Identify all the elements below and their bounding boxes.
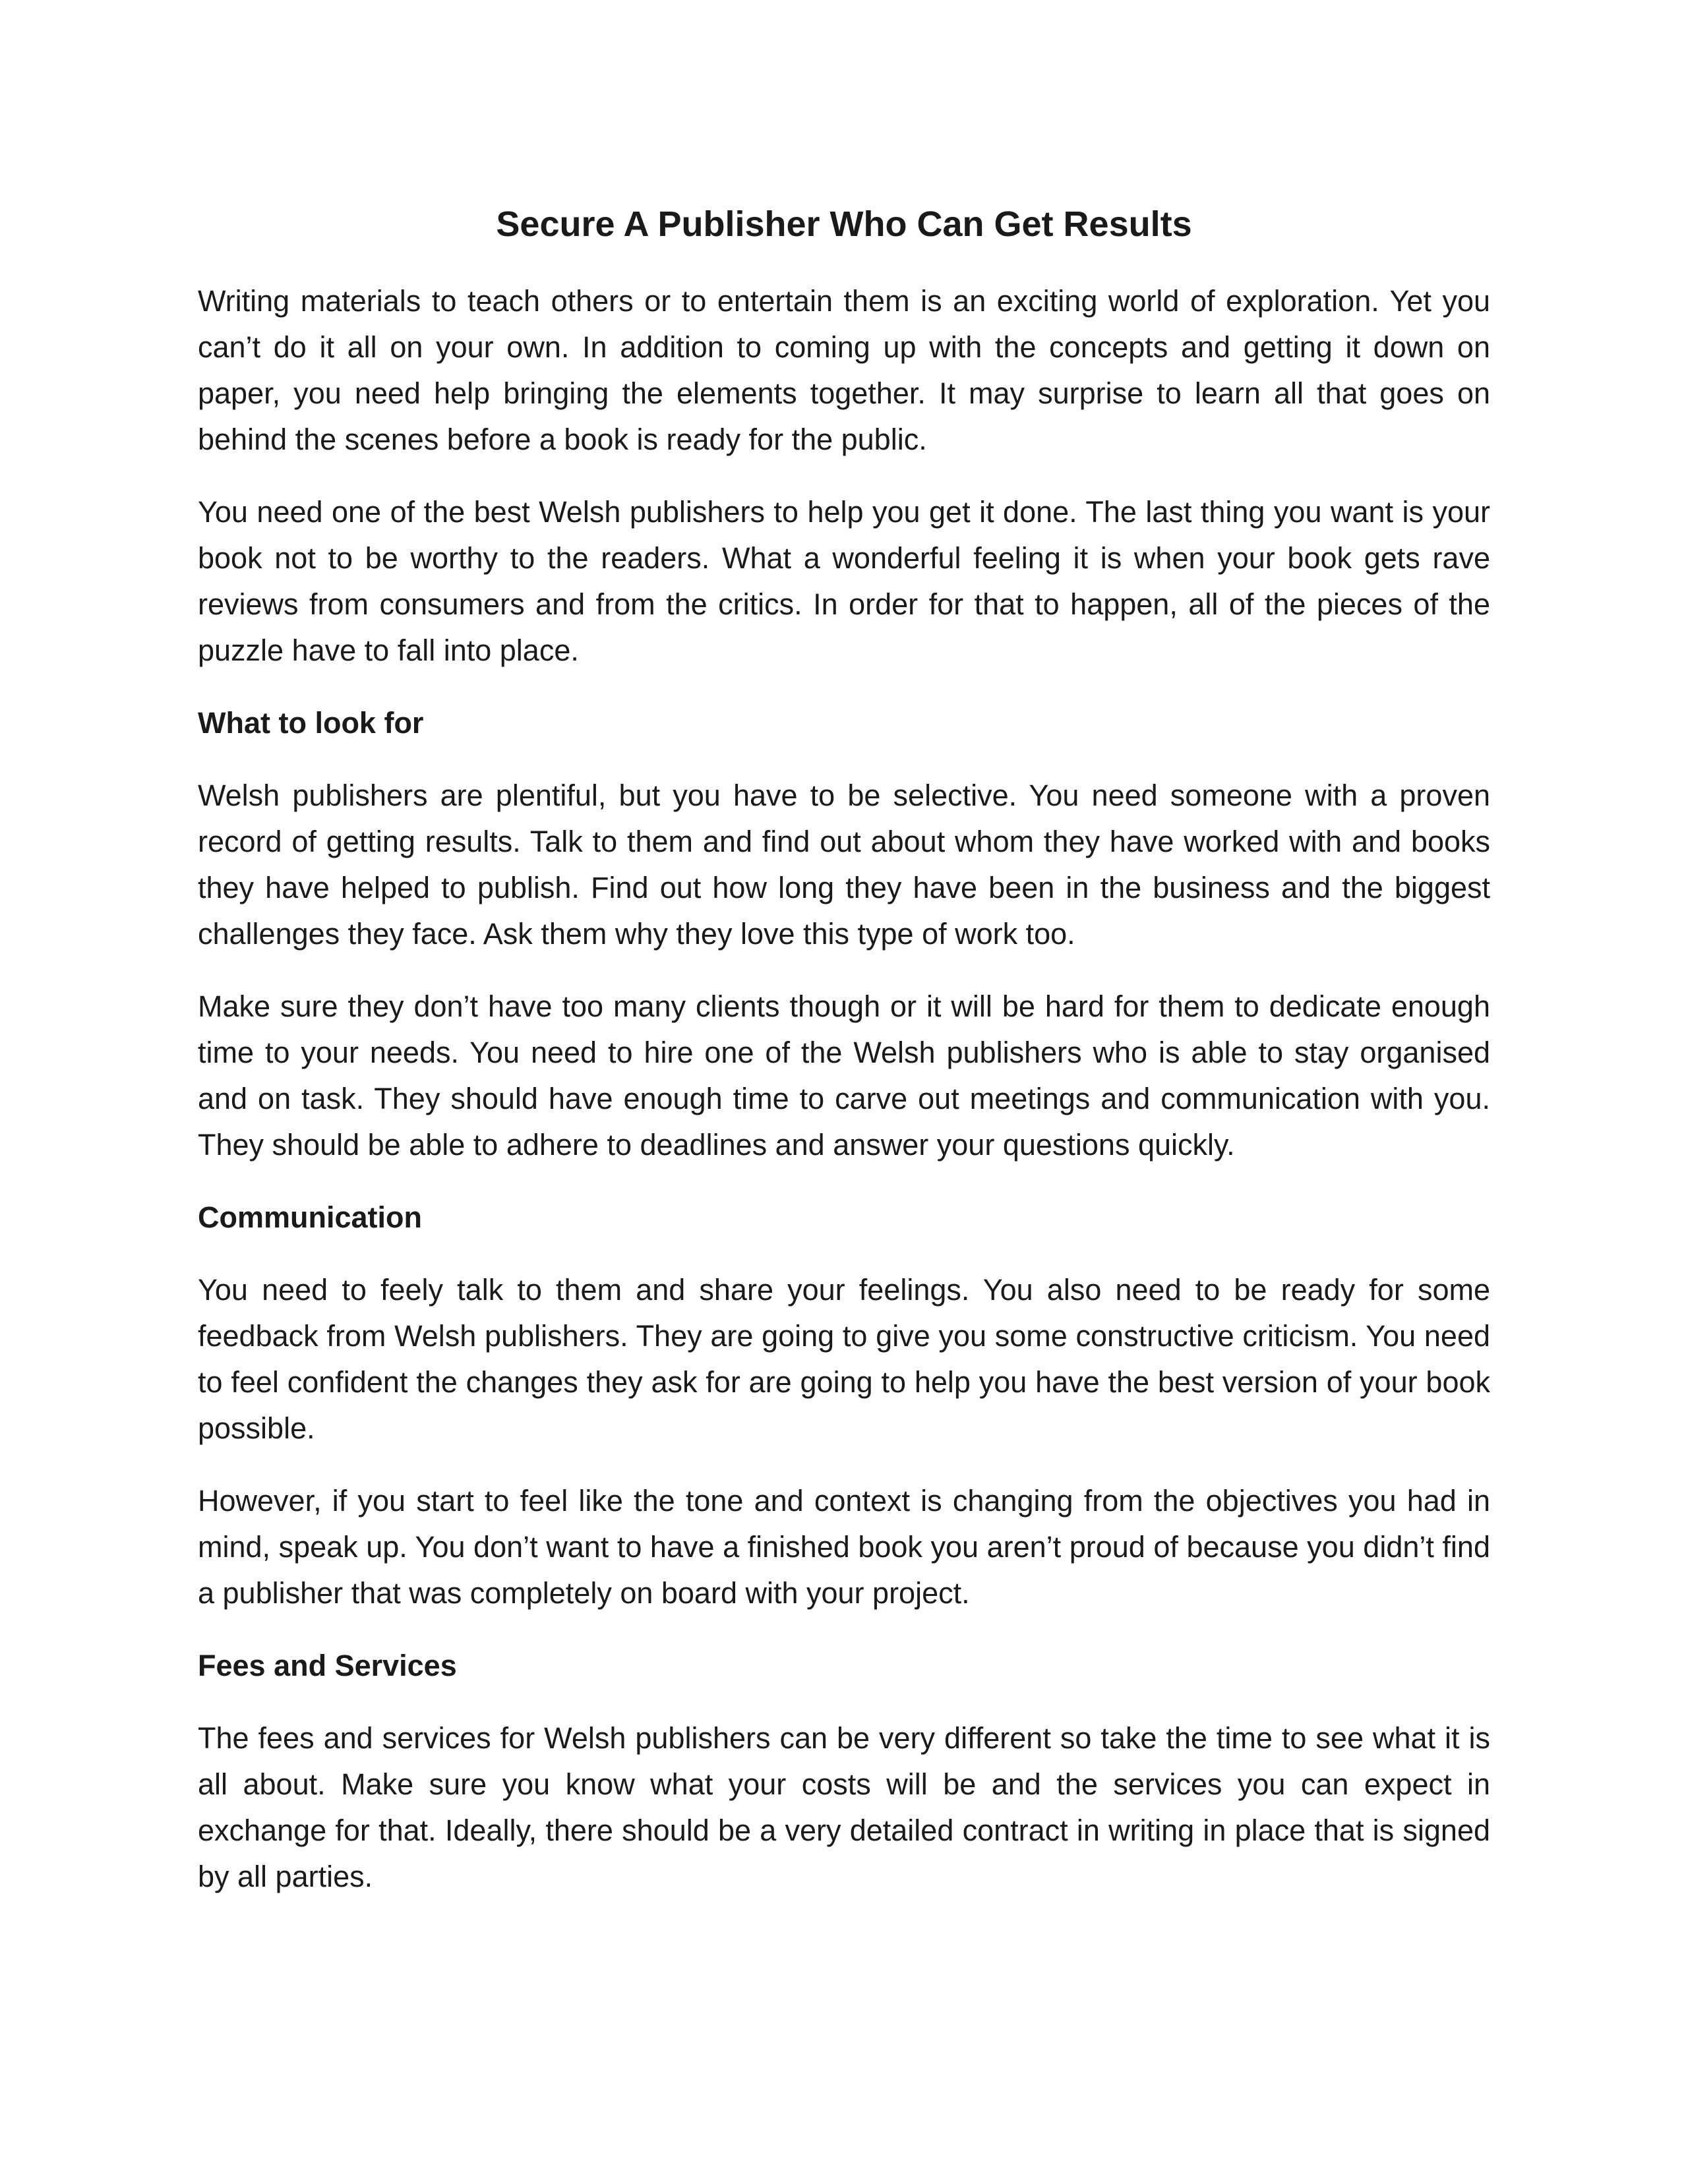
paragraph-selective: Welsh publishers are plentiful, but you have to be selective. You need someone with a proven record of getting results. Talk to them and find out about whom they have worked with and books they have helped to publish. Find out how long they have been in the business and the biggest challenges they face. Ask them why they love this type of work too.: [198, 779, 1490, 951]
section-heading-what-to-look-for: What to look for: [198, 706, 424, 740]
document-page: [198, 0, 1490, 2184]
paragraph-clients: Make sure they don’t have too many clients though or it will be hard for them to dedicate enough time to your needs. You need to hire one of the Welsh publishers who is able to stay organised and on task. They should have enough time to carve out meetings and communication with you. They should be able to adhere to deadlines and answer your questions quickly.: [198, 989, 1490, 1162]
paragraph-fees: The fees and services for Welsh publishers can be very different so take the time to see what it is all about. Make sure you know what your costs will be and the services you can expect in exchange for that. Ideally, there should be a very detailed contract in writing in place that is signed by all parties.: [198, 1721, 1490, 1893]
document-body: [198, 278, 1490, 1926]
paragraph-feedback: You need to feely talk to them and share your feelings. You also need to be ready for some feedback from Welsh publishers. They are going to give you some constructive criticism. You need to feel confident the changes they ask for are going to help you have the best version of your book possible.: [198, 1273, 1490, 1445]
paragraph-speak-up: However, if you start to feel like the tone and context is changing from the objectives you had in mind, speak up. You don’t want to have a finished book you aren’t proud of because you didn’t find a publisher that was completely on board with your project.: [198, 1484, 1490, 1610]
section-heading-fees-and-services: Fees and Services: [198, 1649, 457, 1682]
paragraph-intro: Writing materials to teach others or to entertain them is an exciting world of exploration. Yet you can’t do it all on your own. In addition to coming up with the concepts and getting it down on paper, you need help bringing the elements together. It may surprise to learn all that goes on behind the scenes before a book is ready for the public.: [198, 284, 1490, 456]
section-heading-communication: Communication: [198, 1200, 423, 1234]
document-title: Secure A Publisher Who Can Get Results: [496, 204, 1192, 244]
paragraph-welsh-publishers: You need one of the best Welsh publishers to help you get it done. The last thing you want is your book not to be worthy to the readers. What a wonderful feeling it is when your book gets rave reviews from consumers and from the critics. In order for that to happen, all of the pieces of the puzzle have to fall into place.: [198, 495, 1490, 667]
